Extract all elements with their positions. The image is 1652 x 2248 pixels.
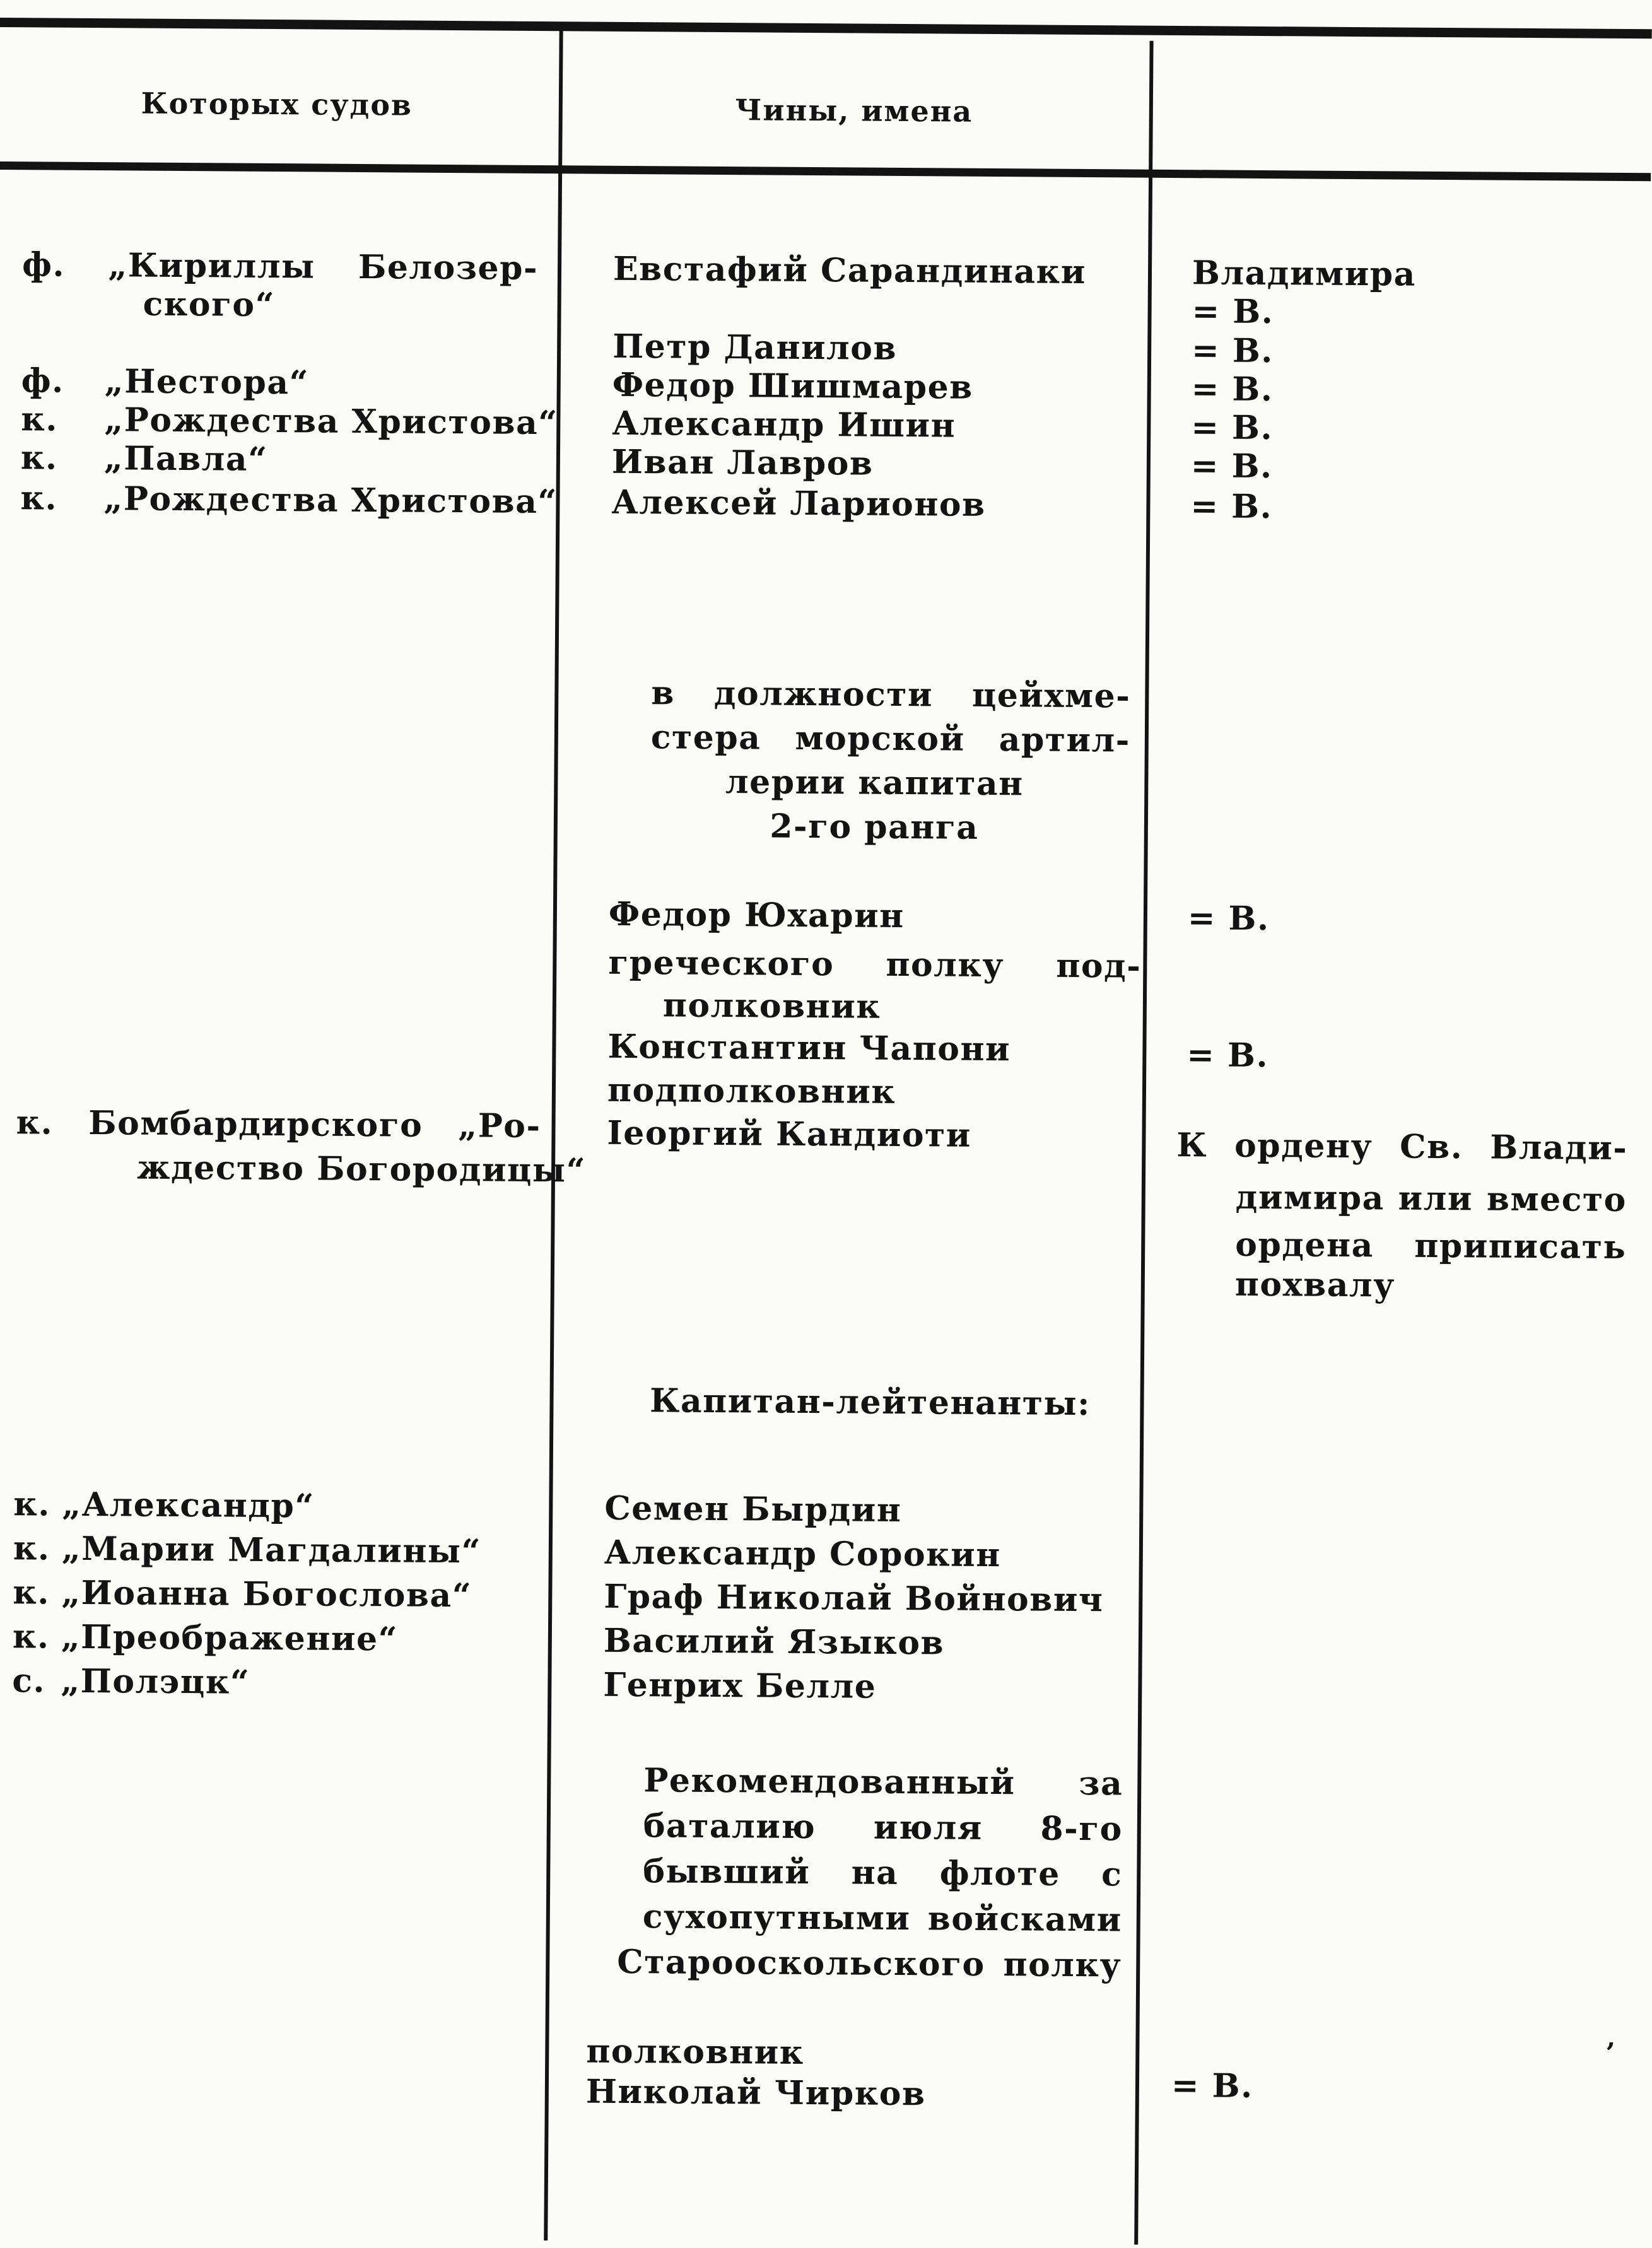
officer-sarandinaki: Евстафий Сарандинаки <box>612 249 1087 292</box>
officer-yazykov: Василий Языков <box>603 1621 945 1663</box>
ship-class-letter: к. <box>21 400 59 439</box>
ship-pavla-row <box>21 439 544 482</box>
ship-class-letter: к. <box>13 1529 50 1568</box>
ship-nestor-row <box>21 362 545 405</box>
recommendation-line3: бывший на флоте с <box>643 1852 1123 1894</box>
header-ships-column: Которых судов <box>141 86 413 122</box>
ship-class-letter: к. <box>13 1485 51 1524</box>
table-top-rule <box>0 18 1652 38</box>
rank-note-line2: стера морской артил- <box>650 718 1131 760</box>
recommendation-line4: сухопутными войсками <box>642 1897 1123 1940</box>
ship-preobrazhenie-row <box>13 1618 536 1661</box>
ship-class-letter: с. <box>12 1661 46 1701</box>
ship-name: „Марии Магдалины“ <box>61 1529 482 1571</box>
officer-ishin: Александр Ишин <box>612 404 956 445</box>
ship-kirill-belozersky-line1: ф. „Кириллы Белозер- <box>21 245 539 288</box>
ship-class-letter: к. <box>12 1617 50 1656</box>
recommendation-line2: баталию июля 8-го <box>643 1806 1123 1849</box>
section-heading-captain-lieutenants: Капитан-лейтенанты: <box>649 1381 1091 1424</box>
ship-bombardir-line1: к. Бомбардирского „Ро- <box>16 1103 541 1146</box>
yukharin-rank-note-line1: греческого полку под- <box>608 943 1142 986</box>
award-ditto: = В. <box>1186 1036 1269 1075</box>
award-vladimir: Владимира <box>1192 254 1417 294</box>
rank-note-line3: лерии капитан <box>725 763 1024 804</box>
chaponi-rank: подполковник <box>607 1070 896 1111</box>
ship-ioanna-bogoslova-row <box>13 1574 536 1617</box>
award-ditto: = В. <box>1187 899 1270 939</box>
rank-note-line4: 2-го ранга <box>770 807 979 847</box>
ship-class-letter: к. <box>20 479 58 518</box>
officer-byrdin: Семен Бырдин <box>604 1489 902 1530</box>
kandioti-award-line4: похвалу <box>1234 1265 1396 1305</box>
ship-class-letter: ф. <box>21 361 64 401</box>
column-divider-1 <box>544 29 563 2240</box>
ship-kirill-belozersky-line2: ского“ <box>143 284 276 325</box>
award-ditto: = В. <box>1190 487 1273 527</box>
officer-kandioti: Iеоргий Кандиоти <box>607 1113 971 1155</box>
ship-rozhdestva-1-row <box>21 400 558 443</box>
officer-belle: Генрих Белле <box>603 1665 877 1706</box>
column-divider-2 <box>1134 41 1153 2245</box>
ship-name: „Полэцк“ <box>61 1661 250 1702</box>
ship-name: „Нестора“ <box>104 362 310 402</box>
scan-speck-mark: ’ <box>1605 2037 1615 2069</box>
award-ditto: = В. <box>1191 408 1274 448</box>
officer-lavrov: Иван Лавров <box>611 442 874 483</box>
ship-alexandr-row <box>13 1485 537 1528</box>
award-ditto: = В. <box>1191 331 1274 371</box>
ship-name: „Рождества Христова“ <box>103 479 558 522</box>
ship-rozhdestva-2-row <box>20 479 558 522</box>
ship-class-letter: к. <box>20 438 58 477</box>
ship-name: „Иоанна Богослова“ <box>61 1573 472 1615</box>
ship-bombardir-line2: ждество Богородицы“ <box>136 1148 587 1190</box>
officer-yukharin: Федор Юхарин <box>608 894 905 936</box>
award-ditto: = В. <box>1190 447 1273 486</box>
kandioti-award-line3: ордена приписать <box>1235 1225 1627 1267</box>
officer-voinovich: Граф Николай Войнович <box>604 1577 1104 1620</box>
ship-name: „Рождества Христова“ <box>104 401 558 443</box>
officer-larionov: Алексей Ларионов <box>611 483 986 524</box>
ship-name: „Преображение“ <box>61 1617 399 1659</box>
recommendation-line1: Рекомендованный за <box>643 1761 1123 1803</box>
officer-chirkov: Николай Чирков <box>585 2072 926 2114</box>
rank-note-line1: в должности цейхме- <box>651 674 1131 716</box>
officer-chaponi: Константин Чапони <box>607 1027 1011 1069</box>
kandioti-award-line1: К ордену Св. Влади- <box>1176 1126 1628 1168</box>
chirkov-rank: полковник <box>586 2032 804 2072</box>
award-ditto: = В. <box>1191 370 1274 409</box>
header-separator-rule <box>0 161 1651 181</box>
header-ranks-names-column: Чины, имена <box>735 93 973 129</box>
ship-name: „Александр“ <box>62 1485 315 1526</box>
award-ditto: = В. <box>1171 2066 1253 2105</box>
ship-marii-magdaliny-row <box>13 1530 537 1572</box>
yukharin-rank-note-line2: полковник <box>662 986 881 1026</box>
ship-class-letter: к. <box>13 1573 50 1612</box>
ship-polotsk-row <box>12 1662 536 1705</box>
ship-name: „Павла“ <box>103 439 268 479</box>
officer-sorokin: Александр Сорокин <box>604 1533 1002 1575</box>
recommendation-line5: Старооскольского полку <box>617 1942 1122 1985</box>
kandioti-award-line2: димира или вместо <box>1235 1178 1627 1220</box>
award-ditto: = В. <box>1192 292 1274 332</box>
officer-shishmarev: Федор Шишмарев <box>612 365 974 407</box>
officer-danilov: Петр Данилов <box>612 327 898 368</box>
